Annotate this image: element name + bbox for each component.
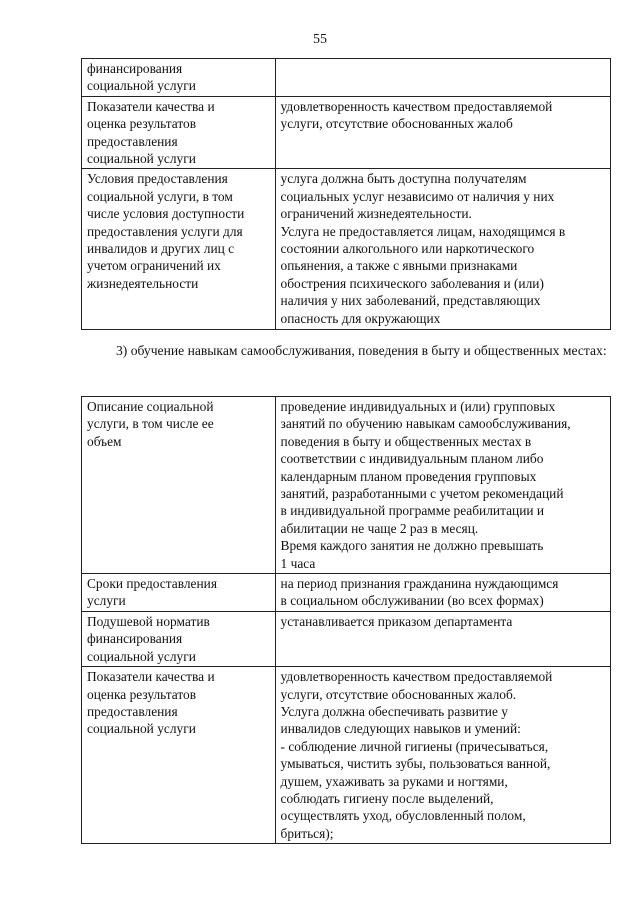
table-row <box>82 397 611 574</box>
table-row <box>82 59 611 97</box>
cell-text: Показатели качества и оценка результатов предоставления социальной услуги <box>87 669 215 737</box>
table-row <box>82 611 611 666</box>
table-row <box>82 96 611 169</box>
cell-text: услуга должна быть доступна получателям социальных услуг независимо от наличия у них ограничений жизнедеятельности. Услуга не предоставляется лицам, находящимся в состоянии алкогольного или наркотического опьянения, а также с явными признаками обострения психического заболевания и (или) наличия у них заболеваний, представляющих опасность для окружающих <box>280 171 566 326</box>
cell-text: Подушевой норматив финансирования социальной услуги <box>87 613 210 664</box>
table-cell-value <box>275 611 610 666</box>
cell-text: финансирования социальной услуги <box>87 61 196 94</box>
cell-text: Показатели качества и оценка результатов предоставления социальной услуги <box>87 98 215 167</box>
table-cell-value <box>275 59 610 97</box>
table-cell-value <box>275 96 610 169</box>
table-cell-label <box>82 96 276 169</box>
cell-text: проведение индивидуальных и (или) групповых занятий по обучению навыкам самообслуживания, поведения в быту и общественных местах в соответствии с индивидуальным планом либо календарным планом проведения групповых занятий, разработанными с учетом рекомендаций в индивидуальной программе реабилитации и абилитации не чаще 2 раз в месяц. Время каждого занятия не должно превышать 1 часа <box>280 399 571 571</box>
table-cell-label <box>82 169 276 330</box>
cell-text: удовлетворенность качеством предоставляемой услуги, отсутствие обоснованных жалоб. Услуга должна обеспечивать развитие у инвалидов следующих навыков и умений: - соблюдение личной гигиены (причесываться, умываться, чистить зубы, пользоваться ванной, душем, ухаживать за руками и ногтями, соблюдать гигиену после выделений, осуществлять уход, обусловленный полом, бриться); <box>280 669 553 841</box>
table-cell-value <box>275 169 610 330</box>
cell-text: устанавливается приказом департамента <box>280 613 513 629</box>
table-cell-label <box>82 397 276 574</box>
table-cell-label <box>82 59 276 97</box>
table-cell-label <box>82 611 276 666</box>
cell-text: Сроки предоставления услуги <box>87 576 217 609</box>
table-cell-value <box>275 574 610 612</box>
cell-text: удовлетворенность качеством предоставляемой услуги, отсутствие обоснованных жалоб <box>280 98 553 132</box>
services-table-continued <box>81 58 611 330</box>
table-row <box>82 667 611 844</box>
table-cell-value <box>275 667 610 844</box>
table-cell-label <box>82 667 276 844</box>
page-number: 55 <box>313 32 327 47</box>
section-heading: 3) обучение навыкам самообслуживания, поведения в быту и общественных местах: <box>116 343 607 358</box>
cell-text: Описание социальной услуги, в том числе ее объем <box>87 399 214 449</box>
table-cell-value <box>275 397 610 574</box>
table-row <box>82 169 611 330</box>
services-table <box>81 396 611 844</box>
table-cell-label <box>82 574 276 612</box>
cell-text: на период признания гражданина нуждающимся в социальном обслуживании (во всех формах) <box>280 576 559 609</box>
table-row <box>82 574 611 612</box>
cell-text: Условия предоставления социальной услуги, в том числе условия доступности предоставления услуги для инвалидов и других лиц с учетом ограничений их жизнедеятельности <box>87 171 245 291</box>
